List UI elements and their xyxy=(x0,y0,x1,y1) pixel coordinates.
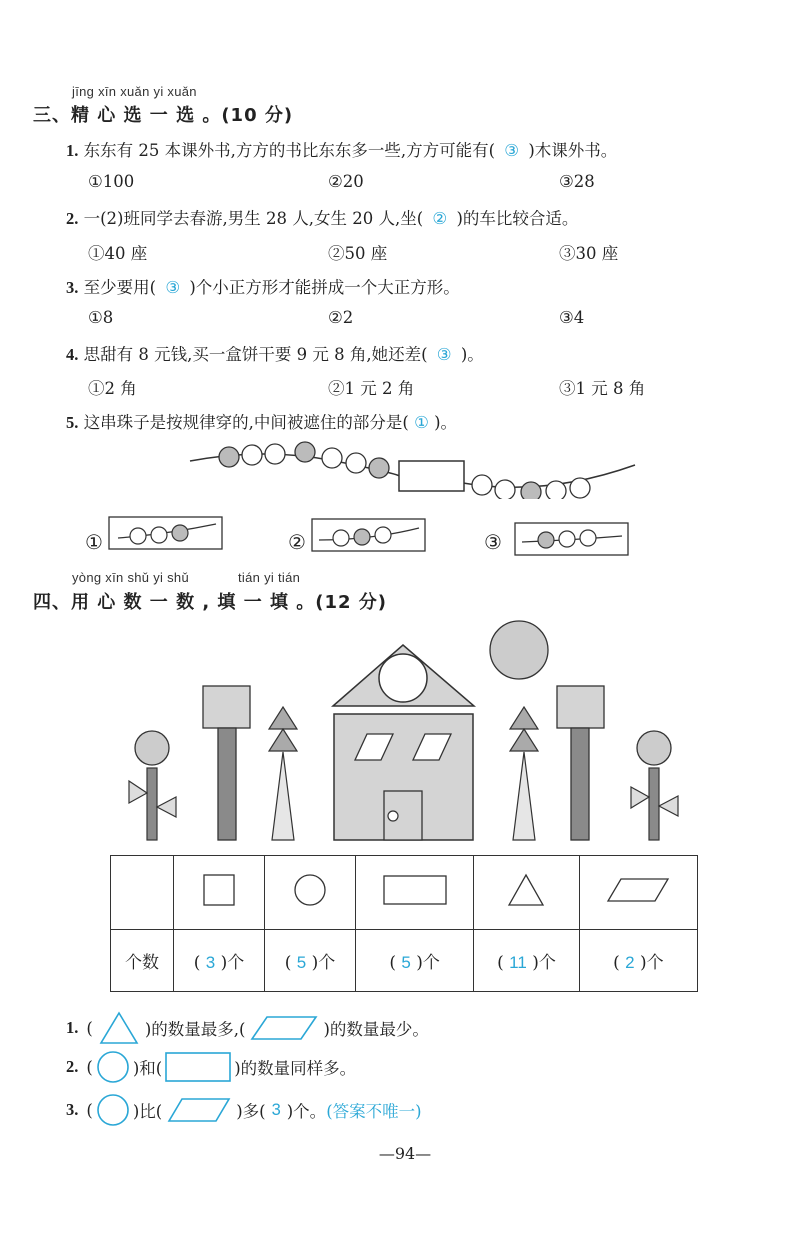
count-cell: ( 5 )个 xyxy=(356,930,474,992)
option: ①8 xyxy=(88,308,114,327)
count-square: 3 xyxy=(205,953,216,972)
section3-title: 三、精 心 选 一 选 。(10 分) xyxy=(33,105,294,126)
flower-circle xyxy=(135,731,169,765)
option: ②1 元 2 角 xyxy=(328,379,415,398)
answer-circle-icon xyxy=(95,1049,131,1085)
header-parallelogram xyxy=(579,856,697,930)
header-triangle xyxy=(474,856,579,930)
header-square xyxy=(174,856,265,930)
count-triangle: 11 xyxy=(509,953,527,972)
bead-option-1 xyxy=(108,516,224,552)
door-knob xyxy=(388,811,398,821)
answer-rectangle-icon xyxy=(164,1051,232,1083)
question-number: 3. xyxy=(66,278,79,297)
answer-circle-icon xyxy=(95,1092,131,1128)
house-scene-figure xyxy=(120,618,690,846)
bead-white xyxy=(242,445,262,465)
question-number: 1. xyxy=(66,141,79,160)
section4-pinyin-b: tián yi tián xyxy=(238,570,301,585)
answer: ③ xyxy=(165,279,181,297)
bead-option-2 xyxy=(311,518,427,554)
option: ②50 座 xyxy=(328,244,388,263)
count-cell: ( 2 )个 xyxy=(579,930,697,992)
circle-icon xyxy=(292,872,328,908)
answer-parallelogram-icon xyxy=(166,1096,232,1124)
tree-triangle xyxy=(510,707,538,729)
count-cell: ( 3 )个 xyxy=(174,930,265,992)
section4-pinyin-a: yòng xīn shǔ yi shǔ xyxy=(72,570,189,585)
leaf-triangle xyxy=(631,787,649,808)
answer: ① xyxy=(414,414,429,432)
bead-white xyxy=(322,448,342,468)
bead-white xyxy=(495,480,515,499)
question-2: 2. 一(2)班同学去春游,男生 28 人,女生 20 人,坐( ② )的车比较合适。 xyxy=(66,209,579,228)
hidden-part-box xyxy=(399,461,464,491)
page-number: —94— xyxy=(378,1144,432,1163)
bead-option-3 xyxy=(514,522,630,558)
count-cell: ( 5 )个 xyxy=(265,930,356,992)
bead-white xyxy=(546,481,566,499)
leaf-triangle xyxy=(659,796,678,816)
parallelogram-icon xyxy=(605,876,671,904)
tree-triangle xyxy=(510,729,538,751)
section4-title: 四、用 心 数 一 数 , 填 一 填 。(12 分) xyxy=(33,592,388,613)
bead-gray xyxy=(369,458,389,478)
answer-note: (答案不唯一) xyxy=(326,1102,422,1121)
triangle-icon xyxy=(506,872,546,908)
section4-question-2: 2. ( )和( )的数量同样多。 xyxy=(66,1049,356,1085)
tree-triangle xyxy=(269,729,297,751)
tree-triangle xyxy=(269,707,297,729)
rectangle-icon xyxy=(382,874,448,906)
option: ②2 xyxy=(328,308,354,327)
table-corner-cell xyxy=(111,856,174,930)
option: ①40 座 xyxy=(88,244,148,263)
answer: ③ xyxy=(436,346,452,364)
section4-question-3: 3. ( )比( )多( 3 )个。 (答案不唯一) xyxy=(66,1092,422,1128)
bead-white xyxy=(570,478,590,498)
post-square xyxy=(203,686,250,728)
count-cell: ( 11 )个 xyxy=(474,930,579,992)
question-4: 4. 思甜有 8 元钱,买一盒饼干要 9 元 8 角,她还差( ③ )。 xyxy=(66,345,484,364)
bead-gray xyxy=(295,442,315,462)
sun-circle xyxy=(490,621,548,679)
count-rectangle: 5 xyxy=(401,953,411,972)
square-icon xyxy=(202,873,236,907)
section3-pinyin: jīng xīn xuǎn yi xuǎn xyxy=(72,84,197,99)
answer: ② xyxy=(432,210,448,228)
question-3: 3. 至少要用( ③ )个小正方形才能拼成一个大正方形。 xyxy=(66,278,460,297)
question-number: 4. xyxy=(66,345,79,364)
leaf-triangle xyxy=(129,781,147,803)
option: ①100 xyxy=(88,172,135,191)
answer-triangle-icon xyxy=(97,1010,141,1046)
option: ③30 座 xyxy=(559,244,619,263)
bead-gray xyxy=(219,447,239,467)
bead-option-mark-3: ③ xyxy=(484,530,502,554)
option: ①2 角 xyxy=(88,379,137,398)
option: ③4 xyxy=(559,308,585,327)
bead-gray xyxy=(521,482,541,499)
header-circle xyxy=(265,856,356,930)
bead-string-figure xyxy=(185,437,645,499)
option: ③1 元 8 角 xyxy=(559,379,646,398)
bead-white xyxy=(472,475,492,495)
question-1: 1. 东东有 25 本课外书,方方的书比东东多一些,方方可能有( ③ )木课外书。 xyxy=(66,141,618,160)
post-square xyxy=(557,686,604,728)
count-table xyxy=(110,855,698,992)
bead-option-mark-2: ② xyxy=(288,530,306,554)
flower-circle xyxy=(637,731,671,765)
question-number: 5. xyxy=(66,413,79,432)
row-label: 个数 xyxy=(111,930,174,992)
answer: 3 xyxy=(271,1100,281,1119)
answer: ③ xyxy=(504,142,520,160)
question-5: 5. 这串珠子是按规律穿的,中间被遮住的部分是( ① )。 xyxy=(66,413,458,432)
option: ②20 xyxy=(328,172,364,191)
bead-white xyxy=(346,453,366,473)
option: ③28 xyxy=(559,172,595,191)
answer-parallelogram-icon xyxy=(249,1014,319,1042)
count-circle: 5 xyxy=(296,953,307,972)
roof-circle xyxy=(379,654,427,702)
question-number: 2. xyxy=(66,209,79,228)
bead-white xyxy=(265,444,285,464)
bead-option-mark-1: ① xyxy=(85,530,103,554)
section4-question-1: 1. ( )的数量最多,( )的数量最少。 xyxy=(66,1010,429,1046)
leaf-triangle xyxy=(157,797,176,817)
header-rectangle xyxy=(356,856,474,930)
count-parallelogram: 2 xyxy=(625,953,635,972)
